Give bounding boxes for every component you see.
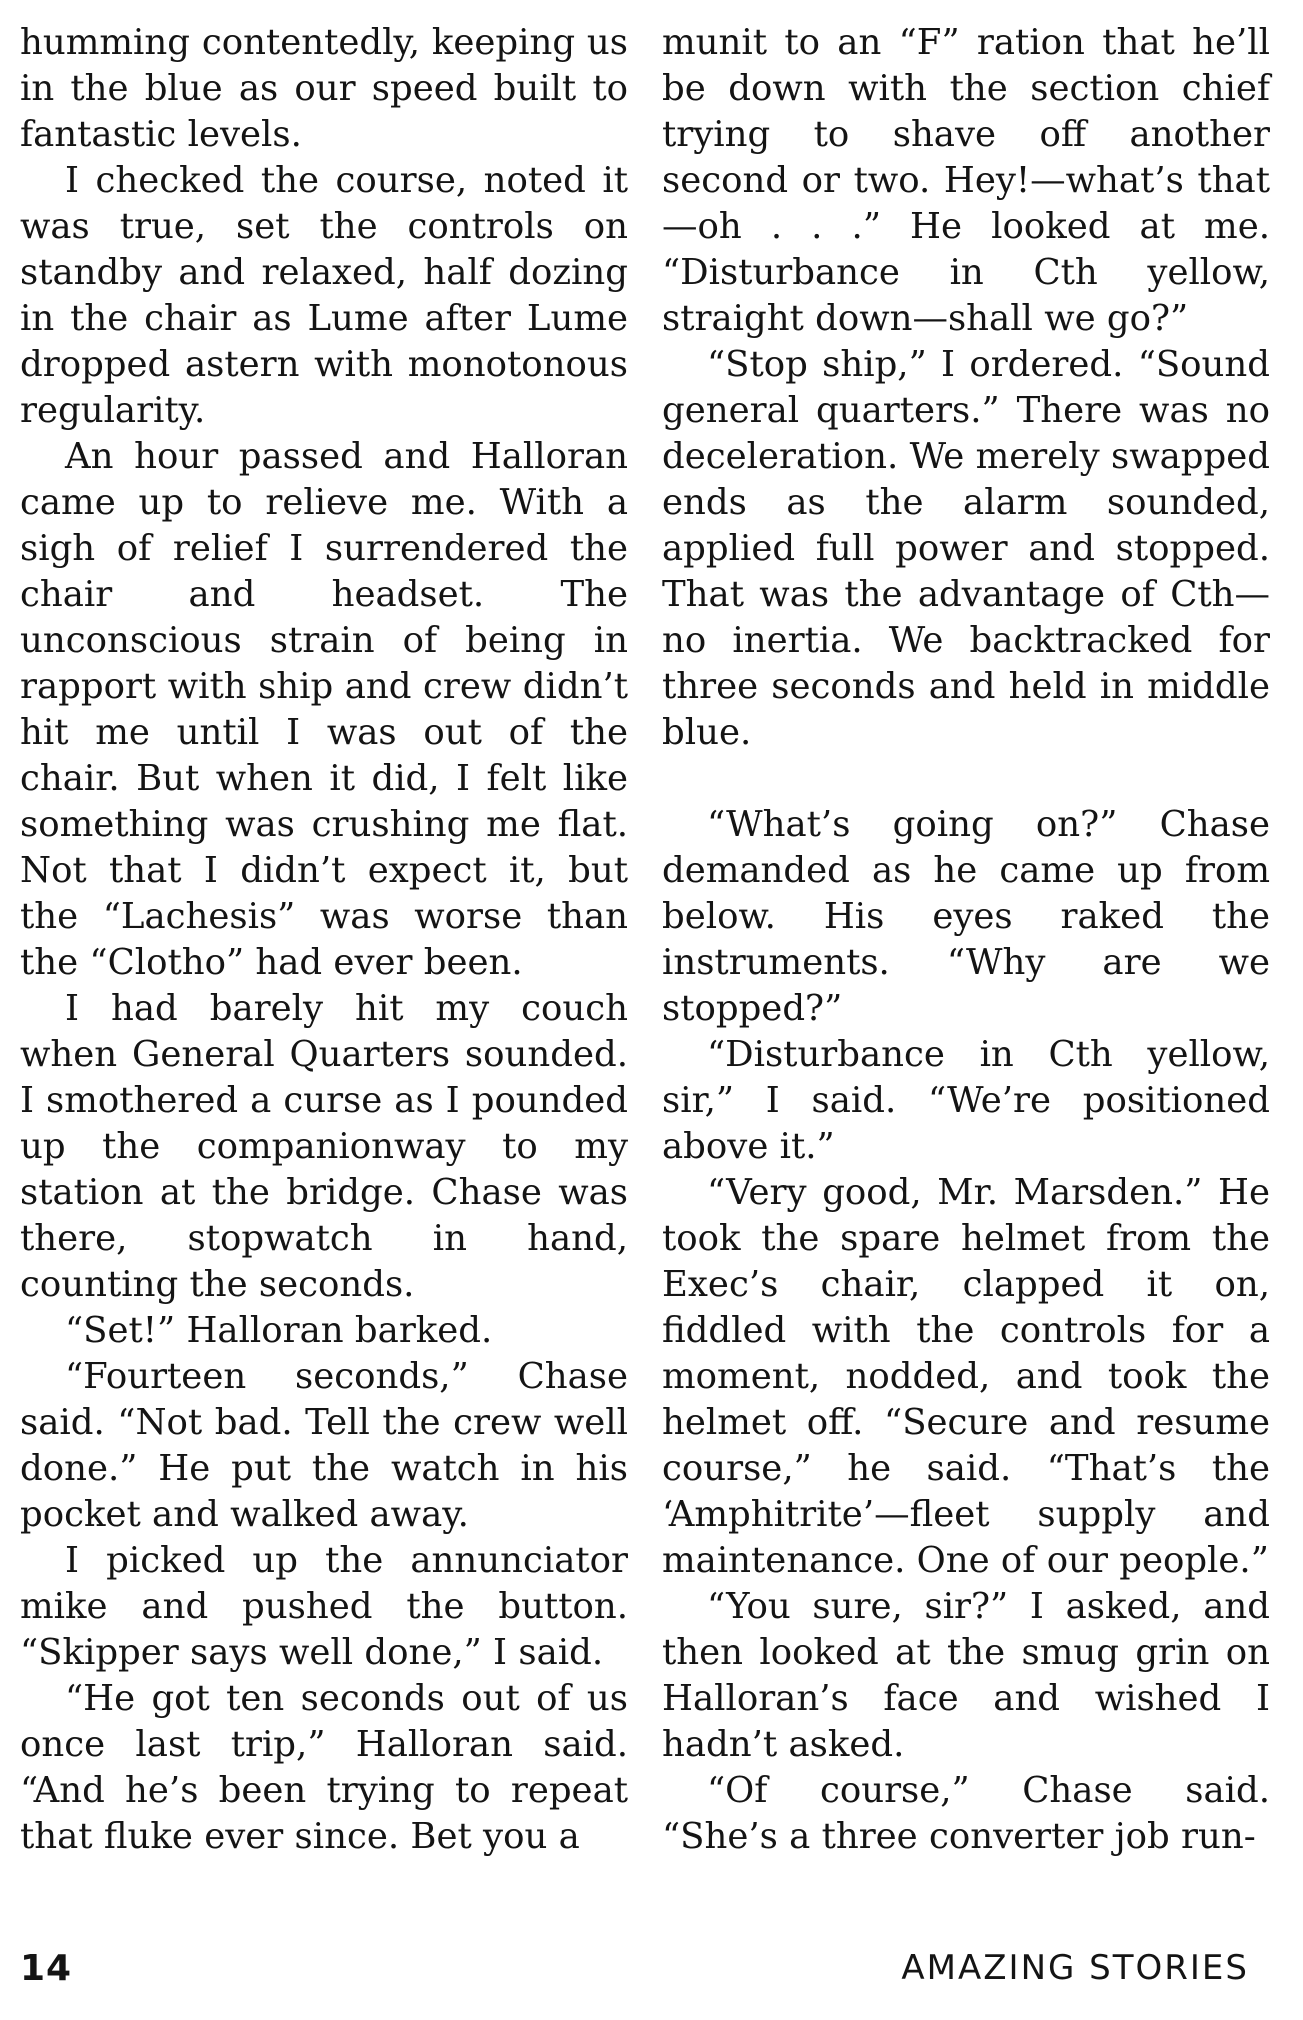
paragraph: “What’s going on?” Chase demanded as he came up from below. His eyes raked the instruments. “Why are we stopped?” <box>662 804 1270 1029</box>
paragraph: I picked up the annunciator mike and pushed the button. “Skipper says well done,” I said. <box>20 1540 628 1673</box>
left-text-column <box>20 20 628 1860</box>
paragraph: “He got ten seconds out of us once last trip,” Halloran said. “And he’s been trying to repeat that fluke ever since. Bet you a <box>20 1678 628 1857</box>
paragraph: I had barely hit my couch when General Quarters sounded. I smothered a curse as I pounded up the companionway to my station at the bridge. Chase was there, stopwatch in hand, counting the seconds. <box>20 988 628 1305</box>
running-footer-title: AMAZING STORIES <box>901 1948 1249 1988</box>
paragraph: “Disturbance in Cth yellow, sir,” I said. “We’re positioned above it.” <box>662 1034 1270 1167</box>
page-number: 14 <box>20 1948 73 1989</box>
paragraph: An hour passed and Halloran came up to relieve me. With a sigh of relief I surrendered the chair and headset. The unconscious strain of being in rapport with ship and crew didn’t hit me until I was out of the chair. But when it did, I felt like something was crushing me flat. Not that I didn’t expect it, but the “Lachesis” was worse than the “Clotho” had ever been. <box>20 436 628 983</box>
paragraph: “Set!” Halloran barked. <box>65 1310 493 1351</box>
paragraph: “Very good, Mr. Marsden.” He took the spare helmet from the Exec’s chair, clapped it on, fiddled with the controls for a moment, nodded, and took the helmet off. “Secure and resume course,” he said. “That’s the ‘Amphitrite’—fleet supply and maintenance. One of our people.” <box>662 1172 1270 1581</box>
paragraph: “Stop ship,” I ordered. “Sound general quarters.” There was no deceleration. We merely swapped ends as the alarm sounded, applied full power and stopped. That was the advantage of Cth—no inertia. We backtracked for three seconds and held in middle blue. <box>662 344 1270 753</box>
paragraph: munit to an “F” ration that he’ll be down with the section chief trying to shave off another second or two. Hey!—what’s that—oh . . .” He looked at me. “Disturbance in Cth yellow, straight down—shall we go?” <box>662 22 1270 339</box>
right-text-column <box>662 20 1270 1860</box>
paragraph: “Of course,” Chase said. “She’s a three converter job run- <box>662 1770 1270 1857</box>
paragraph: “You sure, sir?” I asked, and then looked at the smug grin on Halloran’s face and wished I hadn’t asked. <box>662 1586 1270 1765</box>
paragraph: “Fourteen seconds,” Chase said. “Not bad. Tell the crew well done.” He put the watch in his pocket and walked away. <box>20 1356 628 1535</box>
paragraph: humming contentedly, keeping us in the blue as our speed built to fantastic levels. <box>20 22 628 155</box>
paragraph: I checked the course, noted it was true, set the controls on standby and relaxed, half dozing in the chair as Lume after Lume dropped astern with monotonous regularity. <box>20 160 628 431</box>
